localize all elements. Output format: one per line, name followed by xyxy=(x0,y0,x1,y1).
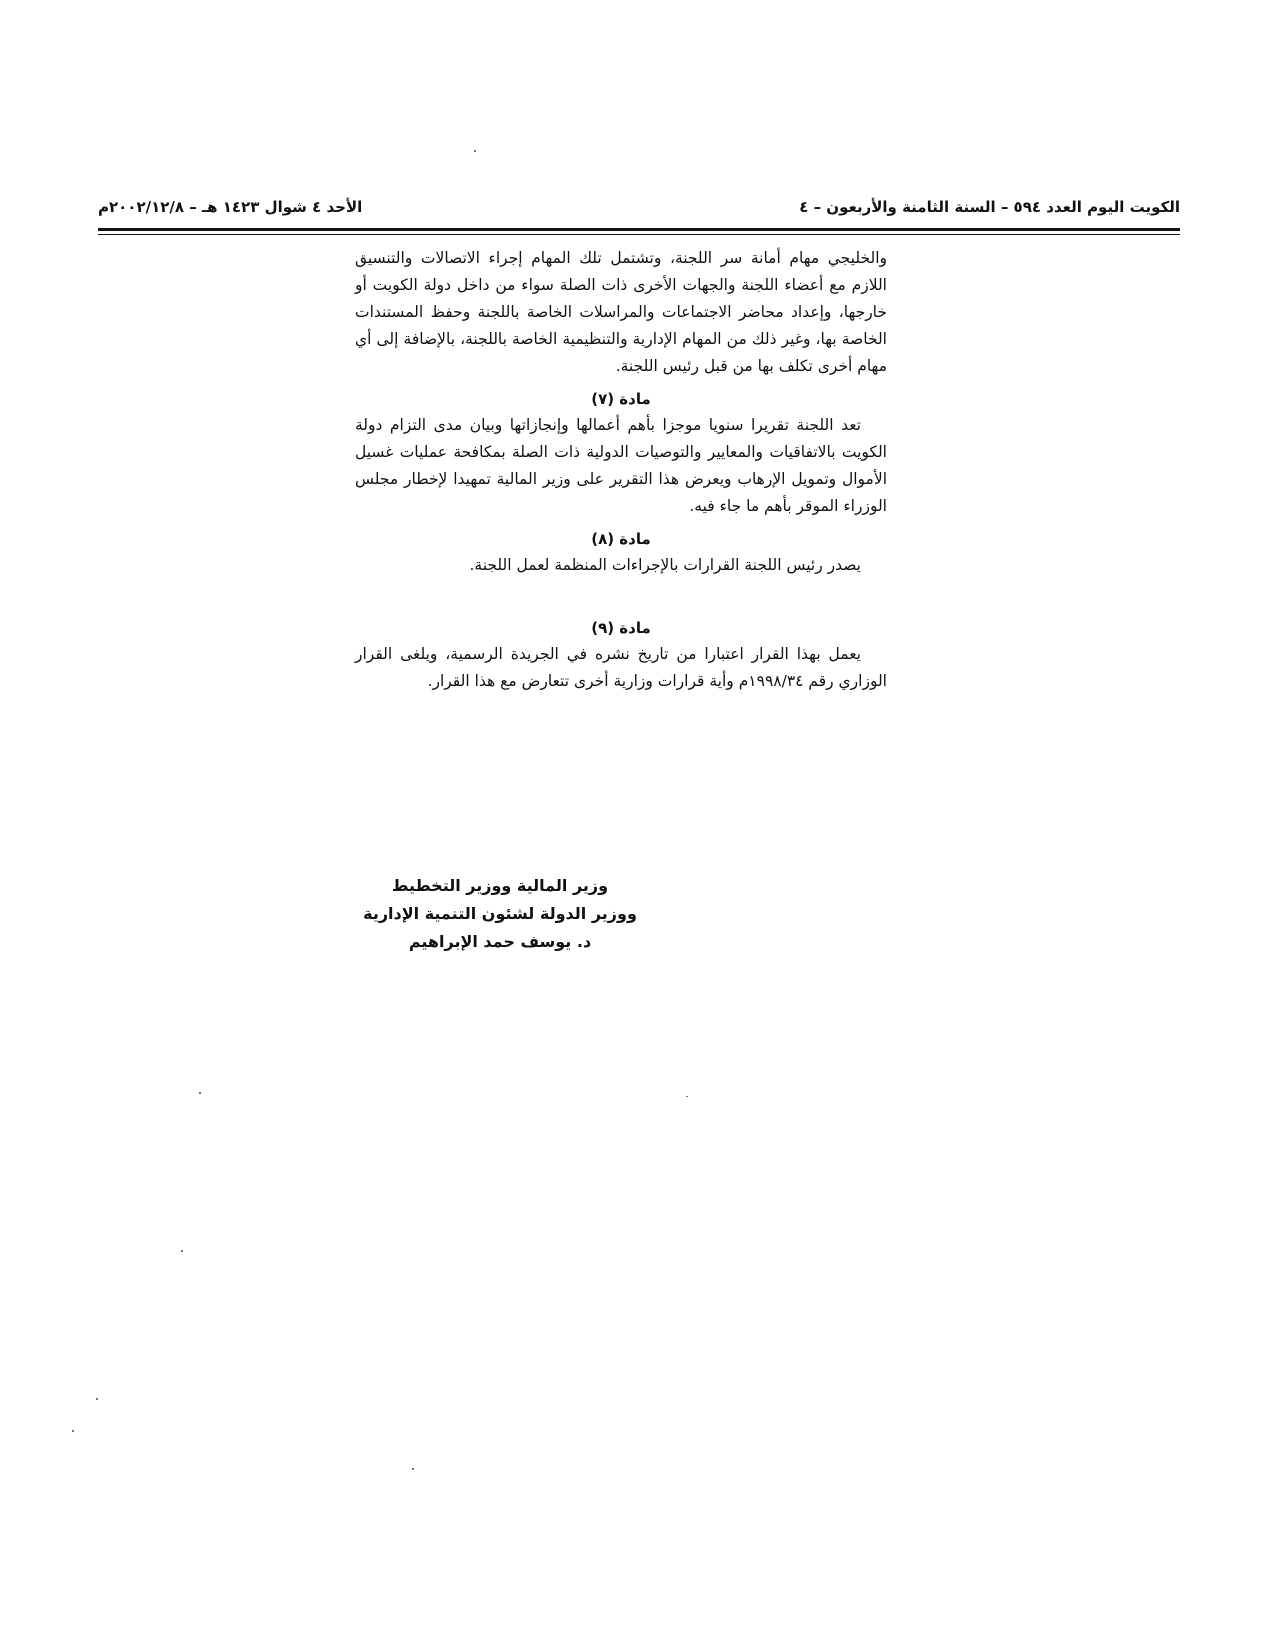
scan-speck xyxy=(181,1250,183,1252)
scan-speck xyxy=(199,1092,201,1094)
spacer xyxy=(355,579,887,609)
signature-name: د. يوسف حمد الإبراهيم xyxy=(408,932,592,951)
page-header xyxy=(98,192,1180,222)
signature-title-1: وزير المالية ووزير التخطيط xyxy=(391,876,609,895)
scan-speck xyxy=(474,150,476,152)
scan-speck xyxy=(686,1096,688,1097)
article-8-text: يصدر رئيس اللجنة القرارات بالإجراءات المنظمة لعمل اللجنة. xyxy=(469,556,861,574)
intro-paragraph: والخليجي مهام أمانة سر اللجنة، وتشتمل تلك المهام إجراء الاتصالات والتنسيق اللازم مع أعضاء اللجنة والجهات الأخرى ذات الصلة سواء من داخل دولة الكويت أو خارجها، وإعداد محاضر الاجتماعات والمراسلات الخاصة باللجنة وحفظ المستندات الخاصة بها، وغير ذلك من المهام الإدارية والتنظيمية الخاصة باللجنة، بالإضافة إلى أي مهام أخرى تكلف بها من قبل رئيس اللجنة. xyxy=(355,249,887,375)
header-rule-thick xyxy=(98,228,1180,231)
header-date: الأحد ٤ شوال ١٤٢٣ هـ – ٢٠٠٢/١٢/٨م xyxy=(98,198,363,216)
header-rule-thin xyxy=(98,234,1180,235)
article-9-text: يعمل بهذا القرار اعتبارا من تاريخ نشره في الجريدة الرسمية، ويلغى القرار الوزاري رقم ١٩٩٨/٣٤م وأية قرارات وزارية أخرى تتعارض مع هذا القرار. xyxy=(355,645,887,690)
article-7-title: مادة (٧) xyxy=(591,390,651,408)
scan-speck xyxy=(412,1468,414,1470)
scan-speck xyxy=(72,1430,74,1432)
document-body xyxy=(355,245,887,695)
article-9-title: مادة (٩) xyxy=(591,619,651,637)
header-issue: الكويت اليوم العدد ٥٩٤ – السنة الثامنة والأربعون – ٤ xyxy=(799,198,1180,216)
article-7-text: تعد اللجنة تقريرا سنويا موجزا بأهم أعمالها وإنجازاتها وبيان مدى التزام دولة الكويت بالاتفاقيات والمعايير والتوصيات الدولية ذات الصلة بمكافحة عمليات غسيل الأموال وتمويل الإرهاب ويعرض هذا التقرير على وزير المالية تمهيدا لإخطار مجلس الوزراء الموقر بأهم ما جاء فيه. xyxy=(355,416,887,515)
signature-title-2: ووزير الدولة لشئون التنمية الإدارية xyxy=(363,904,637,923)
signature-block xyxy=(340,872,660,956)
article-8-title: مادة (٨) xyxy=(591,530,651,548)
scan-speck xyxy=(96,1398,98,1400)
